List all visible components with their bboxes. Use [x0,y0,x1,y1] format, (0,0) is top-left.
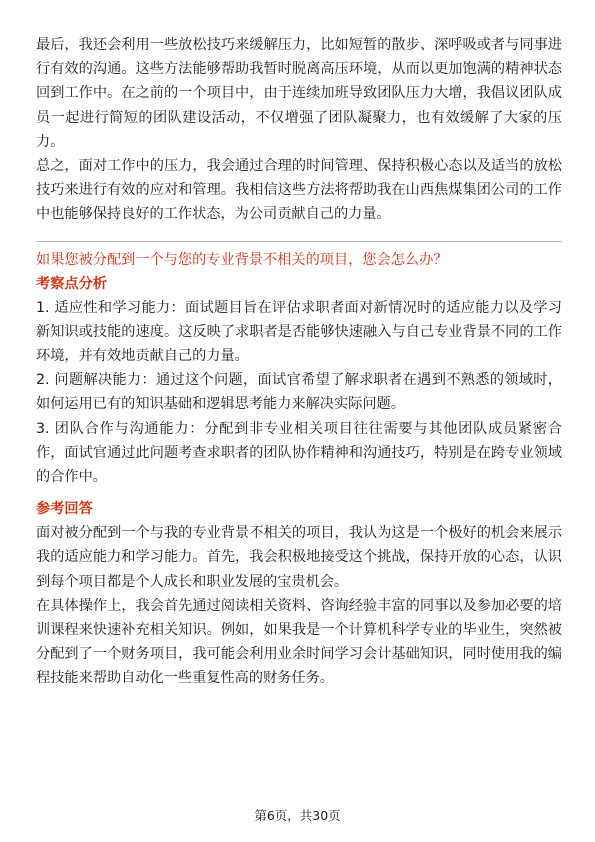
intro-paragraph: 总之，面对工作中的压力，我会通过合理的时间管理、保持积极心态以及适当的放松技巧来进行有效的应对和管理。我相信这些方法将帮助我在山西焦煤集团公司的工作中也能够保持良好的工作状态，为公司贡献自己的力量。 [36,158,562,223]
analysis-point: 3. 团队合作与沟通能力：分配到非专业相关项目往往需要与其他团队成员紧密合作，面试官通过此问题考查求职者的团队协作精神和沟通技巧，特别是在跨专业领域的合作中。 [36,420,562,486]
analysis-heading: 考察点分析 [36,275,107,292]
analysis-point: 2. 问题解决能力：通过这个问题，面试官希望了解求职者在遇到不熟悉的领域时，如何运用已有的知识基础和逻辑思考能力来解决实际问题。 [36,372,562,413]
answer-paragraph: 面对被分配到一个与我的专业背景不相关的项目，我认为这是一个极好的机会来展示我的适应能力和学习能力。首先，我会积极地接受这个挑战，保持开放的心态，认识到每个项目都是个人成长和职业发展的宝贵机会。 [36,525,562,590]
answer-heading: 参考回答 [36,501,93,518]
page-content [36,33,562,691]
analysis-point: 1. 适应性和学习能力：面试题目旨在评估求职者面对新情况时的适应能力以及学习新知识或技能的速度。这反映了求职者是否能够快速融入与自己专业背景不同的工作环境，并有效地贡献自己的力量。 [36,299,562,365]
page-number: 第6页，共30页 [254,808,341,823]
section-divider [36,241,562,242]
intro-paragraph: 最后，我还会利用一些放松技巧来缓解压力，比如短暂的散步、深呼吸或者与同事进行有效的沟通。这些方法能够帮助我暂时脱离高压环境，从而以更加饱满的精神状态回到工作中。在之前的一个项目中，由于连续加班导致团队压力大增，我倡议团队成员一起进行简短的团队建设活动，不仅增强了团队凝聚力，也有效缓解了大家的压力。 [36,37,562,150]
interview-question: 如果您被分配到一个与您的专业背景不相关的项目，您会怎么办？ [36,251,448,268]
answer-paragraph: 在具体操作上，我会首先通过阅读相关资料、咨询经验丰富的同事以及参加必要的培训课程来快速补充相关知识。例如，如果我是一个计算机科学专业的毕业生，突然被分配到了一个财务项目，我可能会利用业余时间学习会计基础知识，同时使用我的编程技能来帮助自动化一些重复性高的财务任务。 [36,597,562,687]
